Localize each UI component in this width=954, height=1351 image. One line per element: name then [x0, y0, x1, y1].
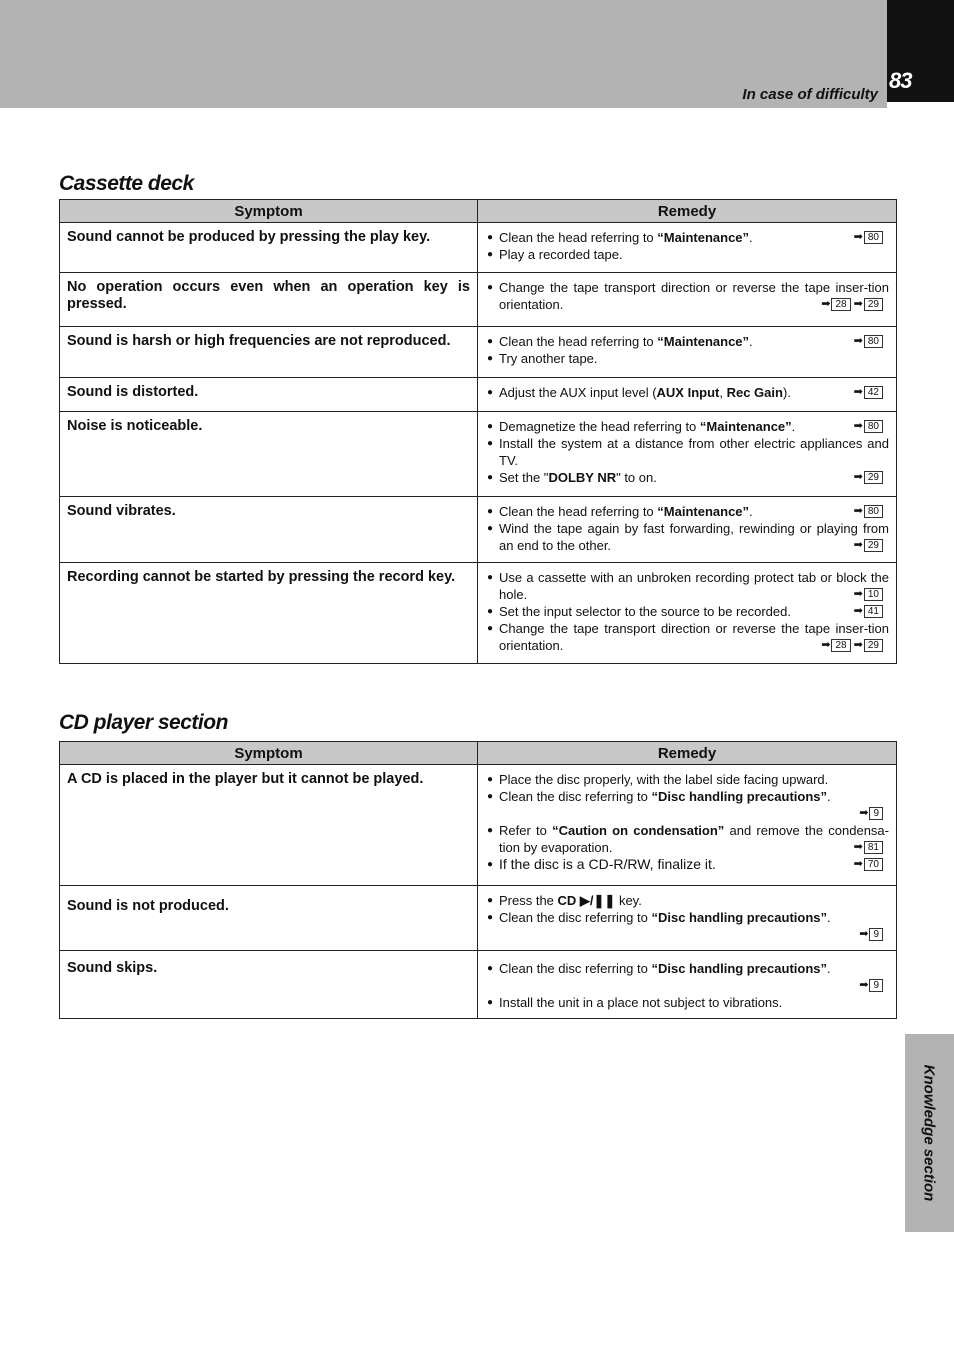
page-ref: ➡ 9 — [859, 977, 883, 994]
remedy-cell — [478, 223, 897, 273]
list-item: ● ➡ 70 If the disc is a CD-R/RW, finalize it. — [485, 856, 889, 873]
list-item: ● ➡ 80 Clean the head referring to “Maintenance”. — [485, 229, 889, 246]
bullet-icon: ● — [487, 523, 494, 534]
page-ref: ➡ 9 — [859, 805, 883, 822]
table-row — [60, 223, 897, 273]
bullet-icon: ● — [487, 963, 494, 974]
arrow-icon: ➡ — [859, 807, 869, 819]
arrow-icon: ➡ — [859, 928, 869, 940]
list-item: ● Wind the tape again by fast forwarding, rewinding or playing from an end to the other. ➡ 29 — [487, 521, 889, 553]
symptom-cell: Noise is noticeable. — [60, 412, 478, 497]
bullet-icon: ● — [487, 859, 494, 870]
list-item: ● Clean the disc referring to “Disc handling precautions”. ➡ 9 — [485, 788, 889, 822]
remedy-cell — [478, 951, 897, 1019]
page-ref: ➡ 80 — [854, 418, 883, 435]
list-item: ● ➡ 80 Clean the head referring to “Maintenance”. — [485, 503, 889, 520]
list-item: ● Clean the disc referring to “Disc handling precautions”. ➡ 9 — [485, 960, 889, 994]
arrow-icon: ➡ — [853, 386, 863, 398]
list-item: ● Play a recorded tape. — [487, 247, 623, 262]
bullet-icon: ● — [487, 282, 494, 293]
arrow-icon: ➡ — [853, 231, 863, 243]
bullet-icon: ● — [487, 912, 494, 923]
symptom-cell: Sound is not produced. — [60, 886, 478, 951]
arrow-icon: ➡ — [853, 505, 863, 517]
symptom-cell: Sound vibrates. — [60, 497, 478, 563]
list-item: ● Use a cassette with an unbroken recording protect tab or block the hole. ➡ 10 — [487, 570, 889, 602]
page-number: 83 — [889, 68, 912, 93]
table-row — [60, 273, 897, 327]
symptom-cell: No operation occurs even when an operation key is pressed. — [60, 273, 478, 327]
page-ref: ➡ 70 — [854, 856, 883, 873]
play-pause-label: CD ▶/❚❚ — [557, 893, 616, 908]
table-header — [60, 200, 897, 223]
cd-section-title: CD player section — [59, 711, 228, 734]
symptom-cell: Sound skips. — [60, 951, 478, 1019]
list-item: ● Try another tape. — [487, 351, 598, 366]
table-row — [60, 378, 897, 412]
bullet-icon: ● — [487, 895, 494, 906]
page-ref: ➡ 29 — [854, 537, 883, 554]
list-item: ● ➡ 29 Set the "DOLBY NR" to on. — [485, 469, 889, 486]
table-row — [60, 563, 897, 664]
remedy-cell — [478, 886, 897, 951]
arrow-icon: ➡ — [821, 639, 831, 651]
arrow-icon: ➡ — [853, 539, 863, 551]
symptom-header: Symptom — [60, 742, 478, 765]
remedy-cell — [478, 563, 897, 664]
table-row — [60, 327, 897, 378]
list-item: ● Change the tape transport direction or reverse the tape inser-tion orientation. ➡ 28 ➡ 29 — [487, 621, 889, 653]
bullet-icon: ● — [487, 774, 494, 785]
page-ref: ➡ 10 — [854, 586, 883, 603]
bullet-icon: ● — [487, 353, 494, 364]
page-ref: ➡ 42 — [854, 384, 883, 401]
arrow-icon: ➡ — [859, 979, 869, 991]
list-item: ● Install the unit in a place not subject to vibrations. — [487, 995, 783, 1010]
table-row — [60, 497, 897, 563]
list-item: ● Place the disc properly, with the label side facing upward. — [487, 772, 829, 787]
table-row — [60, 886, 897, 951]
bullet-icon: ● — [487, 997, 494, 1008]
list-item: ● ➡ 80 Demagnetize the head referring to “Maintenance”. — [485, 418, 889, 435]
page-ref: ➡ 41 — [854, 603, 883, 620]
remedy-header: Remedy — [478, 742, 897, 765]
page-ref: ➡ 9 — [859, 926, 883, 943]
symptom-header: Symptom — [60, 200, 478, 223]
bullet-icon: ● — [487, 623, 494, 634]
bullet-icon: ● — [487, 572, 494, 583]
bullet-icon: ● — [487, 387, 494, 398]
symptom-cell: A CD is placed in the player but it cannot be played. — [60, 765, 478, 886]
arrow-icon: ➡ — [853, 605, 863, 617]
remedy-header: Remedy — [478, 200, 897, 223]
arrow-icon: ➡ — [821, 298, 831, 310]
page-ref: ➡ 80 — [854, 229, 883, 246]
remedy-cell — [478, 273, 897, 327]
remedy-cell — [478, 327, 897, 378]
symptom-cell: Recording cannot be started by pressing the record key. — [60, 563, 478, 664]
cassette-section-title: Cassette deck — [59, 172, 194, 195]
list-item: ● Refer to “Caution on condensation” and remove the condensa-tion by evaporation. ➡ 81 — [487, 823, 889, 855]
list-item: ● ➡ 80 Clean the head referring to “Maintenance”. — [485, 333, 889, 350]
bullet-icon: ● — [487, 421, 494, 432]
page-ref: ➡ 28 ➡ 29 — [821, 296, 883, 313]
page-ref: ➡ 80 — [854, 503, 883, 520]
symptom-cell: Sound is harsh or high frequencies are not reproduced. — [60, 327, 478, 378]
bullet-icon: ● — [487, 249, 494, 260]
arrow-icon: ➡ — [853, 858, 863, 870]
table-row — [60, 412, 897, 497]
table-row — [60, 765, 897, 886]
arrow-icon: ➡ — [853, 298, 863, 310]
running-head: In case of difficulty — [742, 86, 878, 103]
arrow-icon: ➡ — [853, 471, 863, 483]
arrow-icon: ➡ — [853, 841, 863, 853]
cd-table — [59, 741, 897, 1019]
symptom-cell: Sound is distorted. — [60, 378, 478, 412]
list-item: ● Press the CD ▶/❚❚ key. — [487, 893, 642, 908]
list-item: ● Clean the disc referring to “Disc handling precautions”. ➡ 9 — [485, 909, 889, 943]
bullet-icon: ● — [487, 506, 494, 517]
bullet-icon: ● — [487, 606, 494, 617]
remedy-cell — [478, 765, 897, 886]
list-item: ● ➡ 42 Adjust the AUX input level (AUX Input, Rec Gain). — [485, 384, 889, 401]
bullet-icon: ● — [487, 438, 494, 449]
bullet-icon: ● — [487, 232, 494, 243]
bullet-icon: ● — [487, 472, 494, 483]
page-ref: ➡ 81 — [854, 839, 883, 856]
side-tab-label: Knowledge section — [920, 1064, 938, 1202]
table-header — [60, 742, 897, 765]
bullet-icon: ● — [487, 825, 494, 836]
bullet-icon: ● — [487, 791, 494, 802]
arrow-icon: ➡ — [853, 420, 863, 432]
list-item: ● Install the system at a distance from other electric appliances and TV. — [487, 436, 889, 468]
remedy-cell — [478, 378, 897, 412]
arrow-icon: ➡ — [853, 588, 863, 600]
list-item: ● Change the tape transport direction or reverse the tape inser-tion orientation. ➡ 28 ➡ 29 — [487, 280, 889, 312]
symptom-cell: Sound cannot be produced by pressing the play key. — [60, 223, 478, 273]
page-ref: ➡ 28 ➡ 29 — [821, 637, 883, 654]
list-item: ● ➡ 41 Set the input selector to the source to be recorded. — [485, 603, 889, 620]
cassette-table — [59, 199, 897, 664]
page-ref: ➡ 29 — [854, 469, 883, 486]
page-ref: ➡ 80 — [854, 333, 883, 350]
arrow-icon: ➡ — [853, 335, 863, 347]
table-row — [60, 951, 897, 1019]
arrow-icon: ➡ — [853, 639, 863, 651]
remedy-cell — [478, 497, 897, 563]
remedy-cell — [478, 412, 897, 497]
bullet-icon: ● — [487, 336, 494, 347]
